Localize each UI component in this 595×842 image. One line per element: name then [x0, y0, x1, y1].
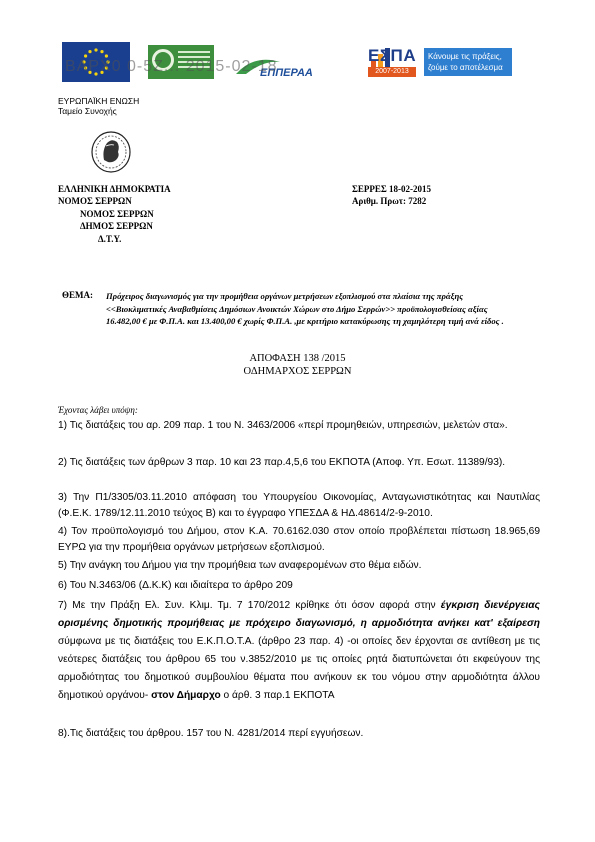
decision-title: ΑΠΟΦΑΣΗ 138 /2015 — [249, 353, 346, 364]
protocol-number: Αριθμ. Πρωτ: 7282 — [352, 196, 427, 206]
espa-years: 2007-2013 — [368, 67, 416, 77]
decision-subtitle: ΟΔΗΜΑΡΧΟΣ ΣΕΡΡΩΝ — [243, 366, 352, 377]
paragraph-5: 5) Την ανάγκη του Δήμου για την προμήθεια των αναφερομένων στο θέμα ειδών. — [58, 560, 422, 571]
eu-caption — [58, 96, 139, 116]
header-left-3: ΝΟΜΟΣ ΣΕΡΡΩΝ — [80, 209, 154, 219]
paragraph-7-part-3: ο άρθ. 3 παρ.1 ΕΚΠΟΤΑ — [220, 690, 335, 701]
header-left-4: ΔΗΜΟΣ ΣΕΡΡΩΝ — [80, 221, 153, 231]
paragraph-7-part-1: 7) Με την Πράξη Ελ. Συν. Κλιμ. Τμ. 7 170/2012 κρίθηκε ότι όσον αφορά στην — [58, 600, 441, 611]
eu-caption-line-2: Ταμείο Συνοχής — [58, 106, 117, 116]
document-date: ΣΕΡΡΕΣ 18-02-2015 — [352, 184, 432, 194]
paragraph-8: 8).Τις διατάξεις του άρθρου. 157 του Ν. 4281/2014 περί εγγυήσεων. — [58, 728, 364, 739]
subject-text: Πρόχειρος διαγωνισμός για την προμήθεια οργάνων μετρήσεων εξοπλισμού στα πλαίσια της πράξης <<Βιοκλιματικές Αναβαθμίσεις Δημόσιων Ανοικτών Χώρων στο Δήμο Σερρών>> προϋπολογισθείσας αξίας 16.482,00 € με Φ.Π.Α. και 13.400,00 € χωρίς Φ.Π.Α. ,με κριτήριο κατακύρωσης τη χαμηλότερη τιμή ανά είδος . — [106, 291, 504, 326]
slogan-line-2: ζούμε το αποτέλεσμα — [428, 63, 503, 72]
header-left-2: ΝΟΜΟΣ ΣΕΡΡΩΝ — [58, 196, 132, 206]
slogan-box — [424, 48, 512, 76]
protocol-stamp: ΒΑΡΧ0 0-5Ζ... 2015-02-18 — [65, 58, 278, 75]
slogan-line-1: Κάνουμε τις πράξεις, — [428, 52, 502, 61]
paragraph-7 — [58, 597, 540, 705]
epperaa-logo-text: ΕΠΠΕΡΑΑ — [260, 67, 313, 79]
paragraph-7-mayor: στον Δήμαρχο — [151, 690, 221, 701]
espa-logo — [346, 46, 418, 80]
paragraph-7-emphasis: έγκριση διενέργειας ορισμένης δημοτικής προμήθειας με πρόχειρο διαγωνισμό, η αρμοδιότητα ανήκει κατ' εξαίρεση — [58, 600, 540, 629]
paragraph-3: 3) Την Π1/3305/03.11.2010 απόφαση του Υπουργείου Οικονομίας, Ανταγωνιστικότητας και Ναυτιλίας (Φ.Ε.Κ. 1789/12.11.2010 τεύχος Β) και το έγγραφο ΥΠΕΣΔΑ & ΗΔ.48614/2-9-2010. — [58, 492, 540, 519]
espa-logo-text: ΕΣΠΑ — [368, 46, 417, 65]
subject-label: ΘΕΜΑ: — [62, 290, 93, 300]
greek-emblem-icon — [90, 130, 132, 174]
paragraph-4: 4) Τον προϋπολογισμό του Δήμου, στον Κ.Α. 70.6162.030 στον οποίο προβλέπεται πίστωση 18.965,69 ΕΥΡΩ για την προμήθεια οργάνων μετρήσεων εξοπλισμού. — [58, 526, 540, 553]
paragraph-6: 6) Του Ν.3463/06 (Δ.Κ.Κ) και ιδιαίτερα το άρθρο 209 — [58, 580, 293, 591]
paragraph-1: 1) Τις διατάξεις του αρ. 209 παρ. 1 του Ν. 3463/2006 «περί προμηθειών, υπηρεσιών, μελετών στα». — [58, 420, 508, 431]
intro-text: Έχοντας λάβει υπόψη: — [58, 405, 138, 415]
paragraph-7-part-2: σύμφωνα με τις διατάξεις του Ε.Κ.Π.Ο.Τ.Α. (άρθρο 23 παρ. 4) -οι οποίες δεν έρχονται σε αντίθεση με τις νεότερες διατάξεις του άρθρου 65 του ν.3852/2010 με τις οποίες ρητά διατυπώνεται ότι εκφεύγουν της αρμοδιότητας του δημοτικού συμβουλίου θέματα που ανήκουν εκ του νόμου στην αρμοδιότητα άλλου δημοτικού οργάνου- — [58, 636, 540, 701]
header-left-1: ΕΛΛΗΝΙΚΗ ΔΗΜΟΚΡΑΤΙΑ — [58, 184, 171, 194]
header-left-5: Δ.Τ.Υ. — [98, 234, 122, 244]
eu-caption-line-1: ΕΥΡΩΠΑΪΚΗ ΕΝΩΣΗ — [58, 96, 140, 106]
paragraph-2: 2) Τις διατάξεις των άρθρων 3 παρ. 10 και 23 παρ.4,5,6 του ΕΚΠΟΤΑ (Αποφ. Υπ. Εσωτ. 11389/93). — [58, 457, 506, 468]
